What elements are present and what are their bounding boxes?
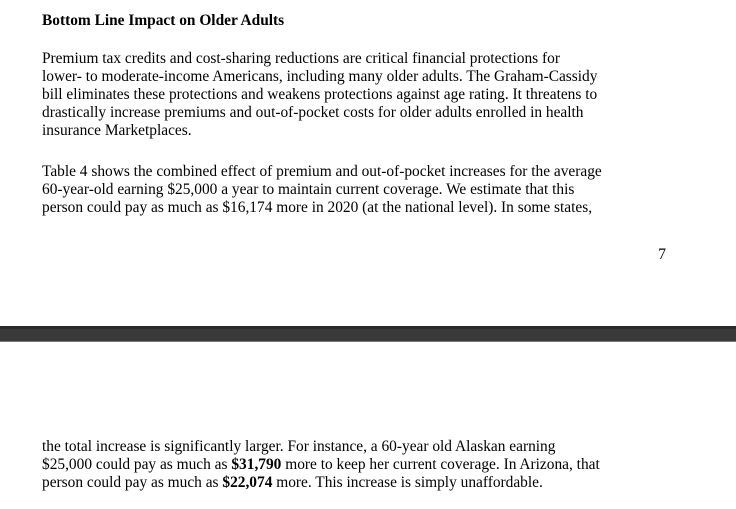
paragraph-1-line-5: insurance Marketplaces. bbox=[42, 122, 192, 139]
arizona-cost-amount: $22,074 bbox=[222, 474, 273, 491]
document-page-8 bbox=[0, 342, 736, 509]
line-2-text-after: more to keep her current coverage. In Arizona, that bbox=[281, 456, 600, 473]
section-heading: Bottom Line Impact on Older Adults bbox=[42, 12, 285, 29]
paragraph-1-line-2: lower- to moderate-income Americans, including many older adults. The Graham-Cassidy bbox=[42, 68, 598, 85]
paragraph-3-line-1: the total increase is significantly larger. For instance, a 60-year old Alaskan earning bbox=[42, 438, 556, 455]
paragraph-1-line-4: drastically increase premiums and out-of-pocket costs for older adults enrolled in health bbox=[42, 104, 584, 121]
line-2-text-before: $25,000 could pay as much as bbox=[42, 456, 232, 473]
paragraph-3-line-2 bbox=[42, 456, 600, 474]
line-3-text-before: person could pay as much as bbox=[42, 474, 223, 491]
line-3-text-after: more. This increase is simply unaffordable. bbox=[272, 474, 543, 491]
paragraph-2-line-2: 60-year-old earning $25,000 a year to maintain current coverage. We estimate that this bbox=[42, 181, 575, 198]
page-number: 7 bbox=[658, 246, 666, 263]
paragraph-1-line-3: bill eliminates these protections and weakens protections against age rating. It threatens to bbox=[42, 86, 598, 103]
alaska-cost-amount: $31,790 bbox=[231, 456, 282, 473]
page-break-separator bbox=[0, 326, 736, 342]
paragraph-2-line-1: Table 4 shows the combined effect of premium and out-of-pocket increases for the average bbox=[42, 163, 602, 180]
paragraph-3-line-3 bbox=[42, 474, 543, 492]
paragraph-1-line-1: Premium tax credits and cost-sharing reductions are critical financial protections for bbox=[42, 50, 560, 67]
paragraph-2-line-3: person could pay as much as $16,174 more in 2020 (at the national level). In some states, bbox=[42, 199, 593, 216]
